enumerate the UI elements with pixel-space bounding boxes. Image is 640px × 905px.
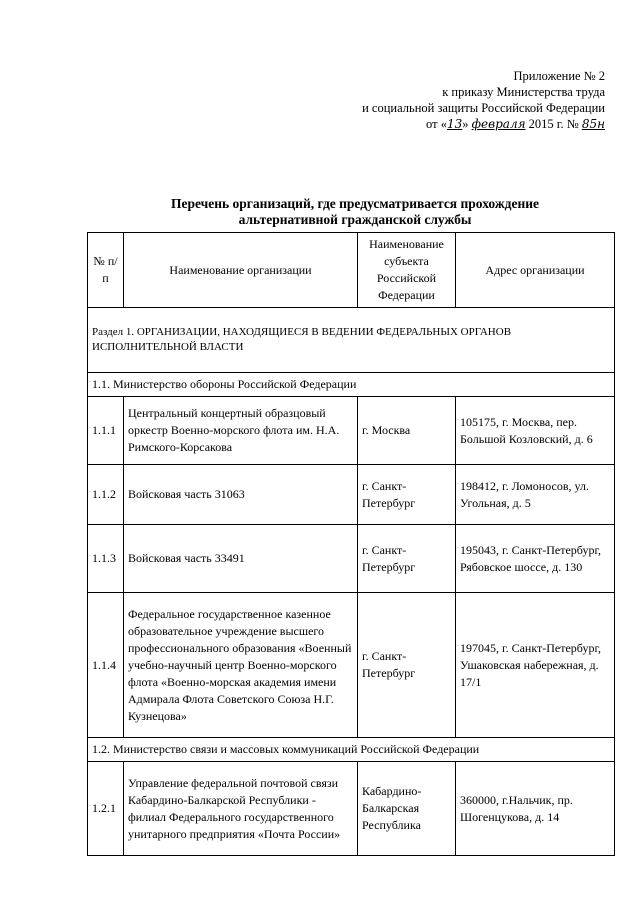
subsection-row (88, 373, 615, 397)
row-subject: г. Санкт-Петербург (358, 465, 456, 525)
row-subject: г. Санкт-Петербург (358, 525, 456, 593)
organizations-table (87, 232, 615, 856)
row-address: 198412, г. Ломоносов, ул. Угольная, д. 5 (456, 465, 615, 525)
row-subject: г. Москва (358, 397, 456, 465)
header-num: № п/п (88, 233, 124, 308)
date-year: 2015 г. № (525, 117, 582, 131)
row-num: 1.1.1 (88, 397, 124, 465)
appendix-line-1: Приложение № 2 (513, 69, 605, 83)
row-num: 1.1.4 (88, 593, 124, 738)
table-row (88, 762, 615, 856)
title-line-2: альтернативной гражданской службы (238, 212, 472, 227)
row-address: 360000, г.Нальчик, пр. Шогенцукова, д. 14 (456, 762, 615, 856)
section-row (88, 308, 615, 373)
table-header-row (88, 233, 615, 308)
table-row (88, 397, 615, 465)
row-num: 1.2.1 (88, 762, 124, 856)
date-prefix: от « (426, 117, 447, 131)
table-row (88, 593, 615, 738)
row-num: 1.1.2 (88, 465, 124, 525)
order-number: 85н (581, 117, 605, 131)
section-1-title: Раздел 1. ОРГАНИЗАЦИИ, НАХОДЯЩИЕСЯ В ВЕДЕНИИ ФЕДЕРАЛЬНЫХ ОРГАНОВ ИСПОЛНИТЕЛЬНОЙ ВЛАСТИ (88, 308, 615, 373)
subsection-1-2-title: 1.2. Министерство связи и массовых коммуникаций Российской Федерации (88, 738, 615, 762)
row-name: Войсковая часть 33491 (124, 525, 358, 593)
appendix-line-3: и социальной защиты Российской Федерации (362, 101, 605, 115)
title-line-1: Перечень организаций, где предусматривается прохождение (170, 196, 539, 211)
row-address: 197045, г. Санкт-Петербург, Ушаковская набережная, д. 17/1 (456, 593, 615, 738)
subsection-1-1-title: 1.1. Министерство обороны Российской Федерации (88, 373, 615, 397)
table-row (88, 465, 615, 525)
date-mid: » (462, 117, 472, 131)
row-name: Войсковая часть 31063 (124, 465, 358, 525)
header-subject: Наименование субъекта Российской Федерации (358, 233, 456, 308)
table-row (88, 525, 615, 593)
header-name: Наименование организации (124, 233, 358, 308)
row-name: Управление федеральной почтовой связи Кабардино-Балкарской Республики - филиал Федерального государственного унитарного предприятия «Почта России» (124, 762, 358, 856)
row-address: 105175, г. Москва, пер. Большой Козловский, д. 6 (456, 397, 615, 465)
appendix-line-2: к приказу Министерства труда (442, 85, 605, 99)
header-address: Адрес организации (456, 233, 615, 308)
row-subject: г. Санкт-Петербург (358, 593, 456, 738)
appendix-date-line (300, 116, 605, 132)
appendix-block (300, 68, 605, 132)
row-subject: Кабардино-Балкарская Республика (358, 762, 456, 856)
document-title (90, 196, 620, 228)
row-num: 1.1.3 (88, 525, 124, 593)
subsection-row (88, 738, 615, 762)
row-name: Центральный концертный образцовый оркестр Военно-морского флота им. Н.А. Римского-Корсакова (124, 397, 358, 465)
row-name: Федеральное государственное казенное образовательное учреждение высшего профессионального образования «Военный учебно-научный центр Военно-морского флота «Военно-морская академия имени Адмирала Флота Советского Союза Н.Г. Кузнецова» (124, 593, 358, 738)
row-address: 195043, г. Санкт-Петербург, Рябовское шоссе, д. 130 (456, 525, 615, 593)
date-day: 13 (446, 117, 463, 131)
date-month: февраля (471, 117, 526, 131)
